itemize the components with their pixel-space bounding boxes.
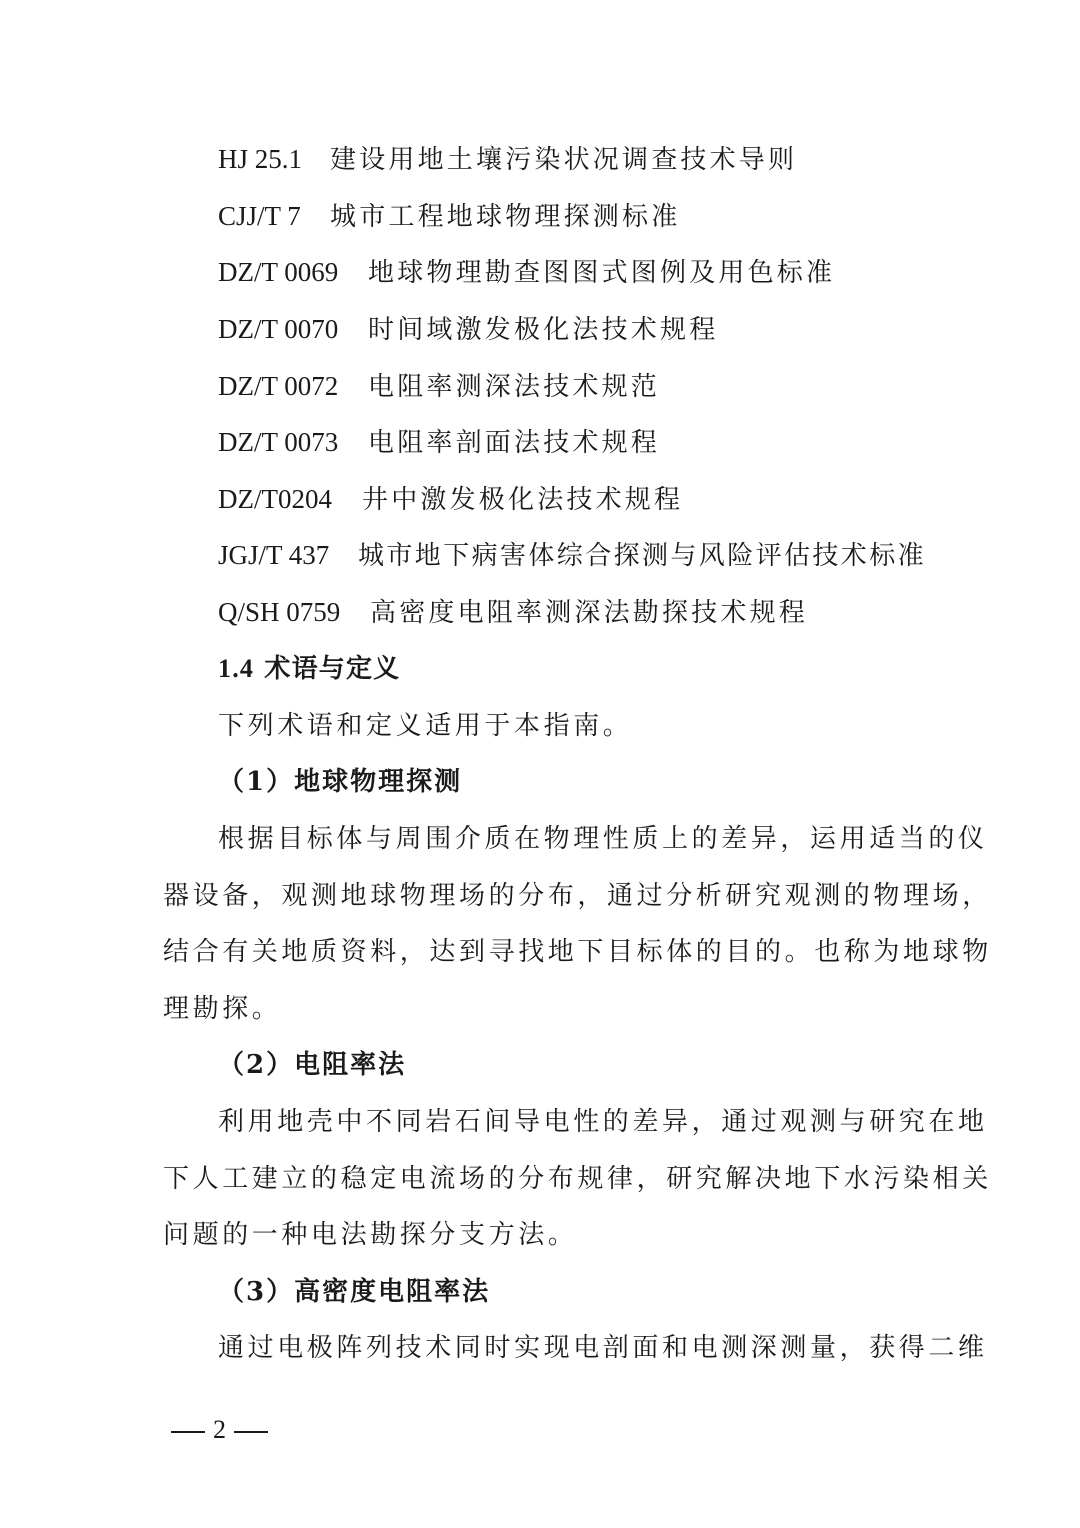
standard-code: DZ/T 0070: [218, 314, 339, 344]
standard-item: [218, 424, 660, 461]
standard-code: CJJ/T 7: [218, 201, 301, 231]
standard-item: [218, 481, 683, 518]
standard-name: 时间域激发极化法技术规程: [368, 315, 719, 345]
standard-name: 城市地下病害体综合探测与风险评估技术标准: [358, 541, 927, 571]
standard-item: [218, 141, 797, 178]
term-heading: （3）高密度电阻率法: [218, 1277, 491, 1307]
section-title: 术语与定义: [264, 654, 401, 684]
standard-name: 高密度电阻率测深法勘探技术规程: [370, 598, 809, 628]
standard-code: DZ/T0204: [218, 484, 332, 514]
standard-item: [218, 368, 660, 405]
section-heading: [218, 651, 400, 687]
page-number: [163, 1412, 276, 1448]
dash-right: [234, 1431, 268, 1433]
paragraph-line: 器设备，观测地球物理场的分布，通过分析研究观测的物理场，: [163, 881, 992, 911]
standard-name: 建设用地土壤污染状况调查技术导则: [330, 145, 798, 175]
standard-name: 电阻率剖面法技术规程: [368, 428, 661, 458]
standard-name: 地球物理勘查图图式图例及用色标准: [368, 258, 836, 288]
dash-left: [171, 1431, 205, 1433]
standard-item: [218, 537, 926, 574]
standard-name: 城市工程地球物理探测标准: [330, 202, 681, 232]
standard-code: HJ 25.1: [218, 144, 303, 174]
standard-code: Q/SH 0759: [218, 597, 341, 627]
paragraph-line: 通过电极阵列技术同时实现电剖面和电测深测量，获得二维: [218, 1333, 988, 1363]
section-intro: 下列术语和定义适用于本指南。: [218, 711, 633, 741]
standard-code: DZ/T 0069: [218, 257, 339, 287]
standard-item: [218, 254, 835, 291]
term-heading: （2）电阻率法: [218, 1050, 407, 1080]
paragraph-line: 利用地壳中不同岩石间导电性的差异，通过观测与研究在地: [218, 1107, 988, 1137]
paragraph-line: 下人工建立的稳定电流场的分布规律，研究解决地下水污染相关: [163, 1164, 992, 1194]
section-number: 1.4: [218, 654, 255, 683]
term-heading: （1）地球物理探测: [218, 767, 463, 797]
standard-item: [218, 198, 680, 235]
paragraph-line: 问题的一种电法勘探分支方法。: [163, 1220, 578, 1250]
standard-code: JGJ/T 437: [218, 540, 330, 570]
standard-code: DZ/T 0073: [218, 427, 339, 457]
paragraph-line: 根据目标体与周围介质在物理性质上的差异，运用适当的仪: [218, 824, 988, 854]
standard-name: 井中激发极化法技术规程: [362, 485, 684, 515]
standard-item: [218, 594, 808, 631]
paragraph-line: 结合有关地质资料，达到寻找地下目标体的目的。也称为地球物: [163, 937, 992, 967]
standard-code: DZ/T 0072: [218, 371, 339, 401]
page-number-value: 2: [213, 1415, 226, 1444]
standard-name: 电阻率测深法技术规范: [368, 372, 661, 402]
standard-item: [218, 311, 718, 348]
paragraph-line: 理勘探。: [163, 994, 282, 1024]
